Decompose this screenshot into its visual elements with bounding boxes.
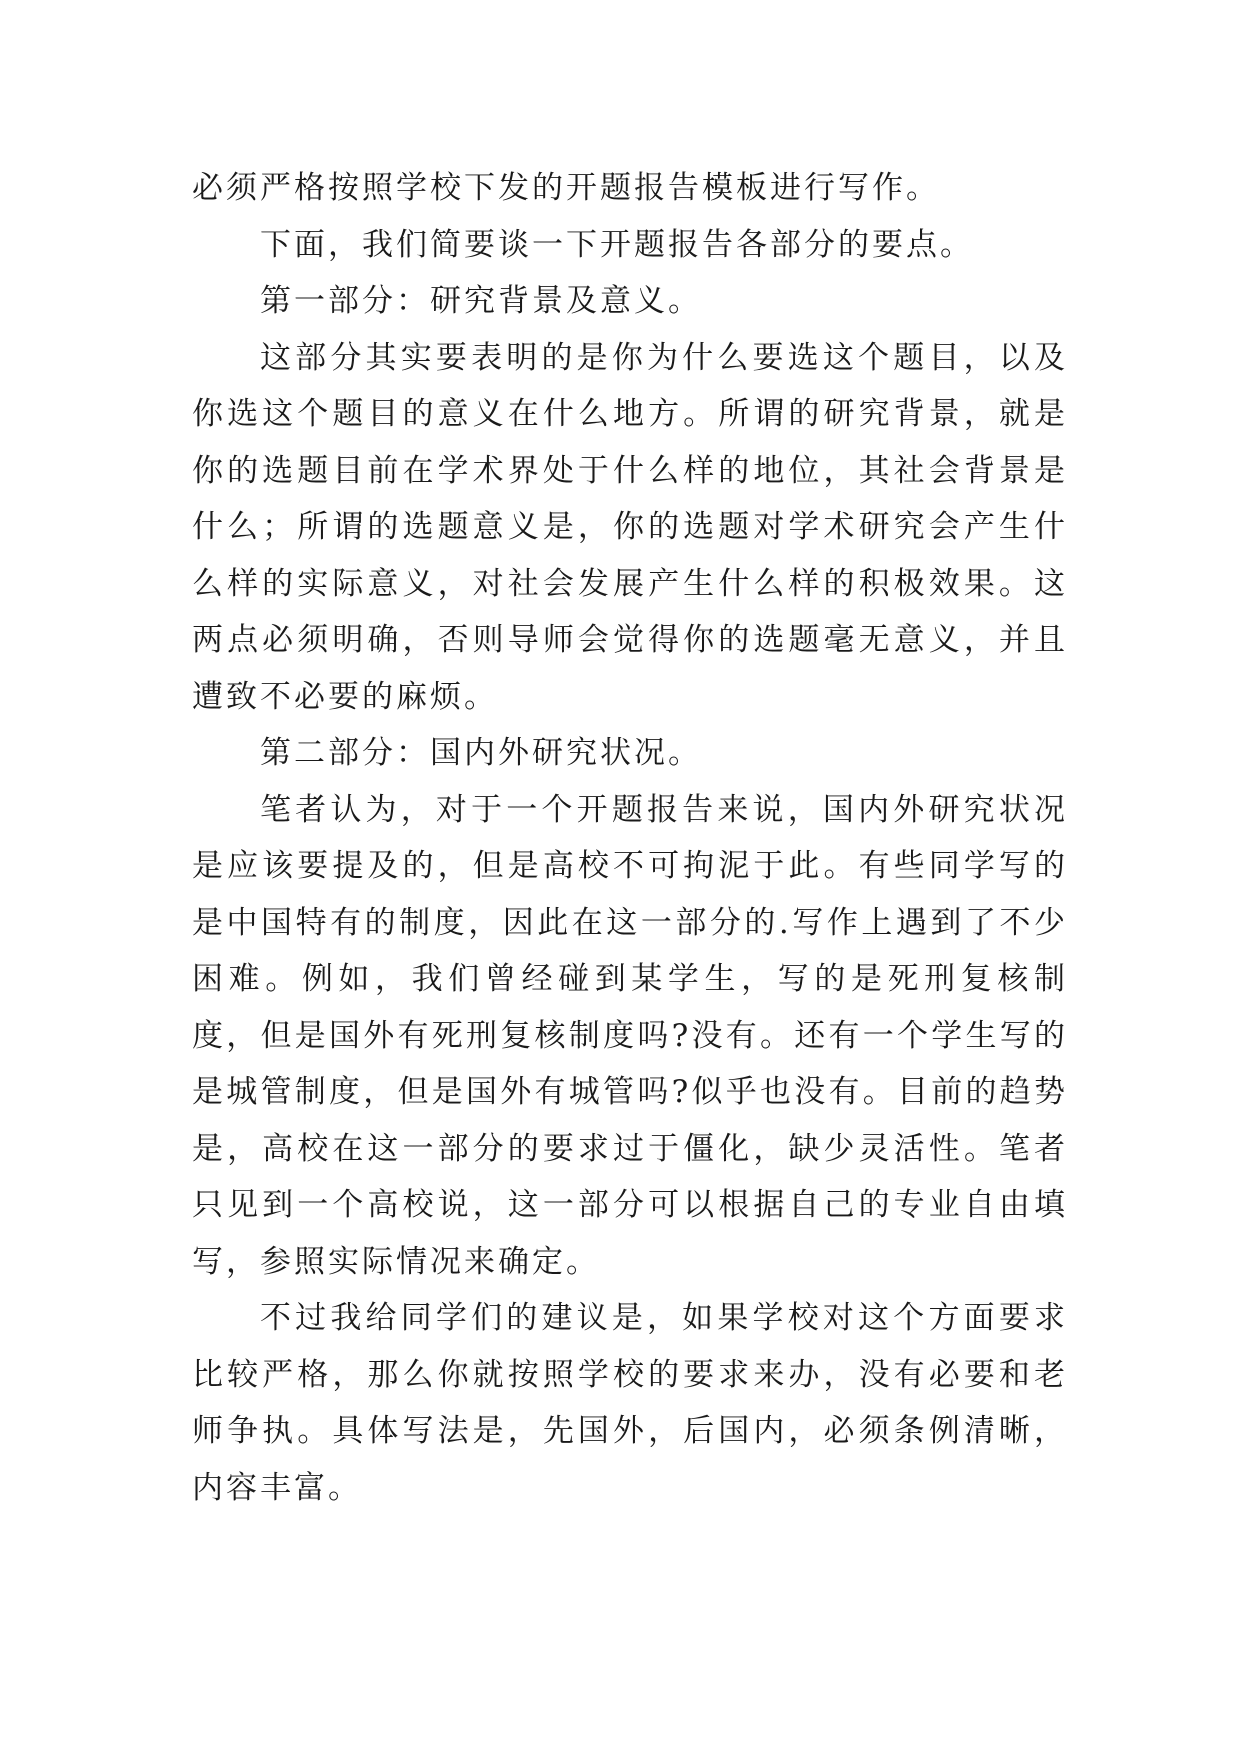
paragraph-research-status: 笔者认为，对于一个开题报告来说，国内外研究状况是应该要提及的，但是高校不可拘泥于此。有些同学写的是中国特有的制度，因此在这一部分的.写作上遇到了不少困难。例如，我们曾经碰到某学生，写的是死刑复核制度，但是国外有死刑复核制度吗?没有。还有一个学生写的是城管制度，但是国外有城管吗?似乎也没有。目前的趋势是，高校在这一部分的要求过于僵化，缺少灵活性。笔者只见到一个高校说，这一部分可以根据自己的专业自由填写，参照实际情况来确定。 [192,791,1068,1280]
paragraph-intro: 下面，我们简要谈一下开题报告各部分的要点。 [260,226,974,263]
paragraph-background-significance: 这部分其实要表明的是你为什么要选这个题目，以及你选这个题目的意义在什么地方。所谓的研究背景，就是你的选题目前在学术界处于什么样的地位，其社会背景是什么；所谓的选题意义是，你的选题对学术研究会产生什么样的实际意义，对社会发展产生什么样的积极效果。这两点必须明确，否则导师会觉得你的选题毫无意义，并且遭致不必要的麻烦。 [192,339,1068,715]
body-text [192,160,1068,1516]
section-heading-part-two: 第二部分：国内外研究状况。 [260,735,702,771]
section-heading-part-one: 第一部分：研究背景及意义。 [260,283,702,319]
paragraph-continuation: 必须严格按照学校下发的开题报告模板进行写作。 [192,170,940,206]
paragraph-advice: 不过我给同学们的建议是，如果学校对这个方面要求比较严格，那么你就按照学校的要求来办，没有必要和老师争执。具体写法是，先国外，后国内，必须条例清晰，内容丰富。 [192,1300,1068,1506]
